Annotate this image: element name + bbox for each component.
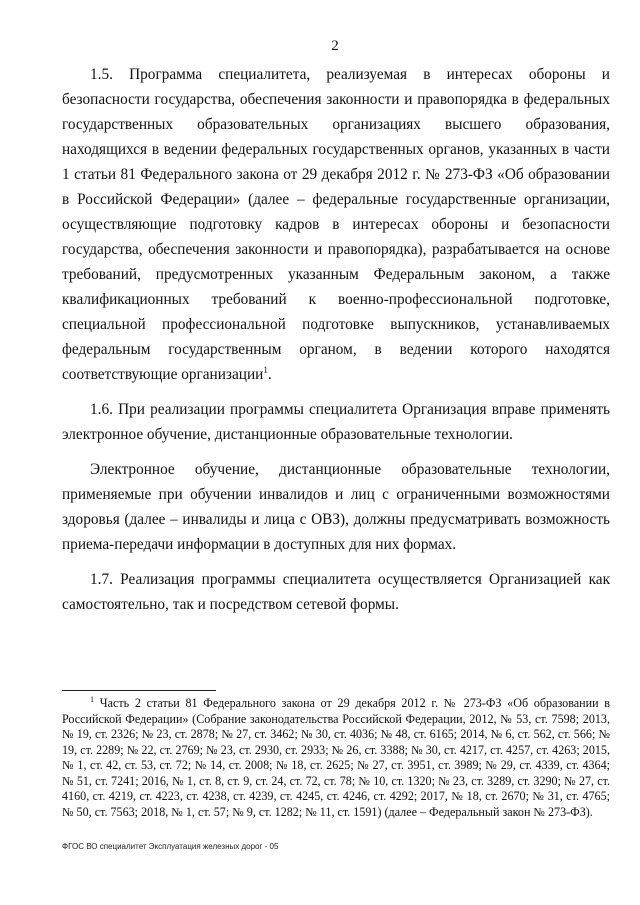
paragraph-text: 1.6. При реализации программы специалитета Организация вправе применять электронное обучение, дистанционные образовательные технологии. (62, 401, 610, 443)
footer-label: ФГОС ВО специалитет Эксплуатация железных дорог - 05 (62, 842, 279, 851)
paragraph-1-7 (62, 567, 610, 617)
footnote-text: Часть 2 статьи 81 Федерального закона от 29 декабря 2012 г. № 273-ФЗ «Об образовании в Российской Федерации» (Собрание законодательства Российской Федерации, 2012, № 53, ст. 7598; 2013, № 19, ст. 2326; № 23, ст. 2878; № 27, ст. 3462; № 30, ст. 4036; № 48, ст. 6165; 2014, № 6, ст. 562, ст. 566; № 19, ст. 2289; № 22, ст. 2769; № 23, ст. 2930, ст. 2933; № 26, ст. 3388; № 30, ст. 4217, ст. 4257, ст. 4263; 2015, № 1, ст. 42, ст. 53, ст. 72; № 14, ст. 2008; № 18, ст. 2625; № 27, ст. 3951, ст. 3989; № 29, ст. 4339, ст. 4364; № 51, ст. 7241; 2016, № 1, ст. 8, ст. 9, ст. 24, ст. 72, ст. 78; № 10, ст. 1320; № 23, ст. 3289, ст. 3290; № 27, ст. 4160, ст. 4219, ст. 4223, ст. 4238, ст. 4239, ст. 4245, ст. 4246, ст. 4292; 2017, № 18, ст. 2670; № 31, ст. 4765; № 50, ст. 7563; 2018, № 1, ст. 57; № 9, ст. 1282; № 11, ст. 1591) (далее – Федеральный закон № 273-ФЗ). (62, 696, 610, 819)
paragraph-text: 1.5. Программа специалитета, реализуемая в интересах обороны и безопасности государства, обеспечения законности и правопорядка в федеральных государственных образовательных организациях высшего образования, находящихся в ведении федеральных государственных органов, указанных в части 1 статьи 81 Федерального закона от 29 декабря 2012 г. № 273-ФЗ «Об образовании в Российской Федерации» (далее – федеральные государственные организации, осуществляющие подготовку кадров в интересах обороны и безопасности государства, обеспечения законности и правопорядка), разрабатывается на основе требований, предусмотренных указанным Федеральным законом, а также квалификационных требований к военно-профессиональной подготовке, специальной профессиональной подготовке выпускников, устанавливаемых федеральным государственным органом, в ведении которого находятся соответствующие организации (62, 66, 610, 383)
paragraph-1-6 (62, 397, 610, 447)
page-number: 2 (331, 38, 339, 54)
footnote-divider (62, 690, 216, 691)
paragraph-text: 1.7. Реализация программы специалитета осуществляется Организацией как самостоятельно, так и посредством сетевой формы. (62, 571, 610, 613)
paragraph-text: Электронное обучение, дистанционные образовательные технологии, применяемые при обучении инвалидов и лиц с ограниченными возможностями здоровья (далее – инвалиды и лица с ОВЗ), должны предусматривать возможность приема-передачи информации в доступных для них формах. (62, 461, 610, 553)
body-text (62, 62, 610, 627)
footnote-marker: 1 (90, 694, 94, 704)
footnote (62, 696, 610, 820)
footnote-reference[interactable]: 1 (263, 364, 268, 375)
paragraph-1-5: 1.5. Программа специалитета, реализуемая в интересах обороны и безопасности государства, обеспечения законности и правопорядка в федеральных государственных образовательных организациях высшего образования, находящихся в ведении федеральных государственных органов, указанных в части 1 статьи 81 Федерального закона от 29 декабря 2012 г. № 273-ФЗ «Об образовании в Российской Федерации» (далее – федеральные государственные организации, осуществляющие подготовку кадров в интересах обороны и безопасности государства, обеспечения законности и правопорядка), разрабатывается на основе требований, предусмотренных указанным Федеральным законом, а также квалификационных требований к военно-профессиональной подготовке, специальной профессиональной подготовке выпускников, устанавливаемых федеральным государственным органом, в ведении которого находятся соответствующие организации$^1$. (62, 66, 610, 383)
paragraph-electronic-learning (62, 457, 610, 557)
